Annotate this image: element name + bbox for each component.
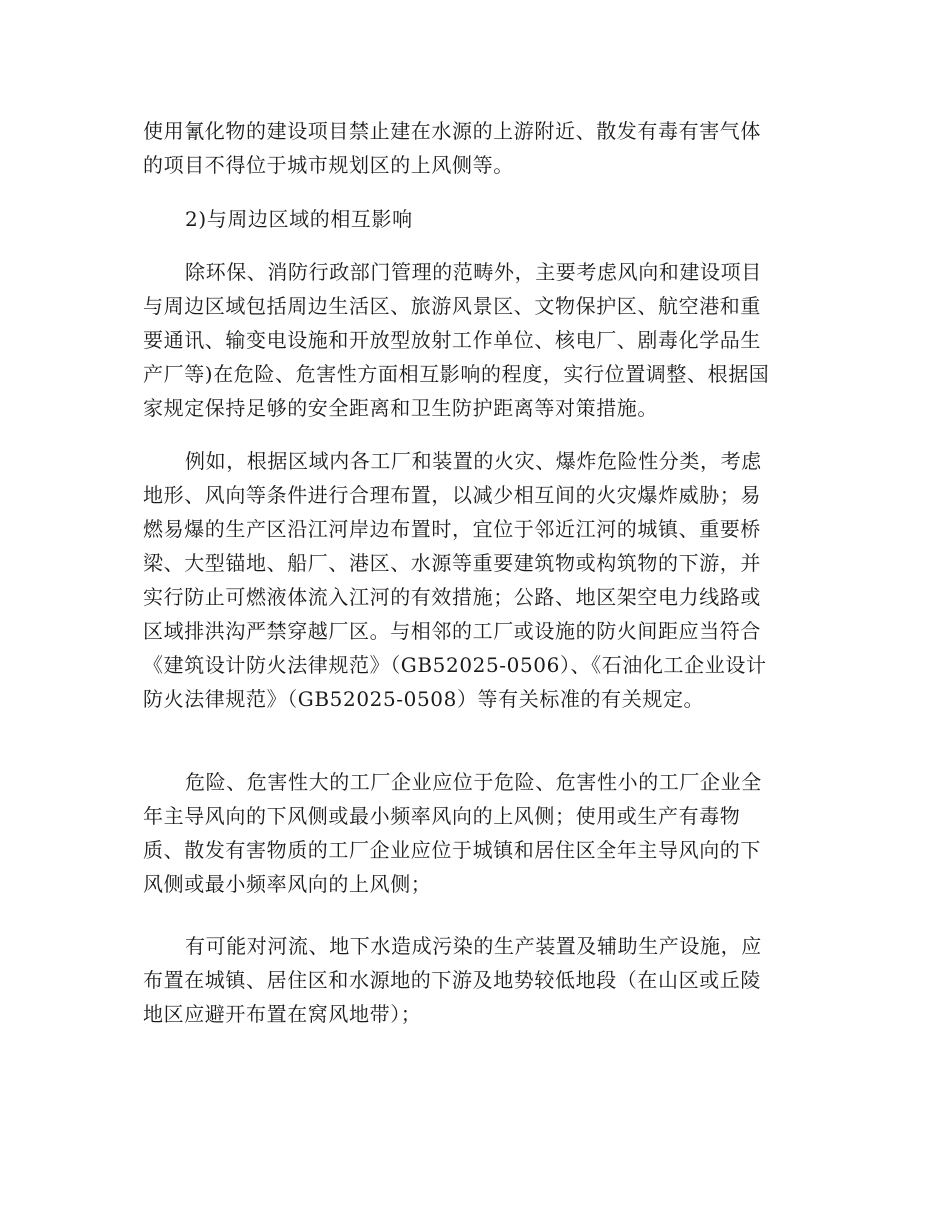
text-line: 地形、风向等条件进行合理布置，以减少相互间的火灾爆炸威胁；易 xyxy=(143,483,761,507)
text-line: 的项目不得位于城市规划区的上风侧等。 xyxy=(143,153,514,177)
text-line: 质、散发有害物质的工厂企业应位于城镇和居住区全年主导风向的下 xyxy=(143,838,761,862)
section-heading: 2)与周边区域的相互影响 xyxy=(185,207,413,231)
text-line: 使用氰化物的建设项目禁止建在水源的上游附近、散发有毒有害气体 xyxy=(143,119,761,143)
text-line: 危险、危害性大的工厂企业应位于危险、危害性小的工厂企业全 xyxy=(185,770,762,794)
text-line: 《建筑设计防火法律规范》（GB52025-0506）、《石油化工企业设计 xyxy=(143,653,767,677)
text-line: 风侧或最小频率风向的上风侧； xyxy=(143,872,432,896)
text-line: 例如，根据区域内各工厂和装置的火灾、爆炸危险性分类，考虑 xyxy=(185,449,762,473)
text-line: 除环保、消防行政部门管理的范畴外，主要考虑风向和建设项目 xyxy=(185,260,762,284)
text-line: 产厂等)在危险、危害性方面相互影响的程度，实行位置调整、根据国 xyxy=(143,362,770,386)
text-line: 要通讯、输变电设施和开放型放射工作单位、核电厂、剧毒化学品生 xyxy=(143,328,761,352)
text-line: 有可能对河流、地下水造成污染的生产装置及辅助生产设施，应 xyxy=(185,934,762,958)
text-line: 家规定保持足够的安全距离和卫生防护距离等对策措施。 xyxy=(143,396,658,420)
text-line: 年主导风向的下风侧或最小频率风向的上风侧；使用或生产有毒物 xyxy=(143,804,741,828)
text-line: 布置在城镇、居住区和水源地的下游及地势较低地段（在山区或丘陵 xyxy=(143,968,761,992)
text-line: 燃易爆的生产区沿江河岸边布置时，宜位于邻近江河的城镇、重要桥 xyxy=(143,517,761,541)
text-line: 梁、大型锚地、船厂、港区、水源等重要建筑物或构筑物的下游，并 xyxy=(143,551,761,575)
text-line: 地区应避开布置在窝风地带）； xyxy=(143,1002,422,1026)
text-line: 实行防止可燃液体流入江河的有效措施；公路、地区架空电力线路或 xyxy=(143,585,761,609)
text-line: 区域排洪沟严禁穿越厂区。与相邻的工厂或设施的防火间距应当符合 xyxy=(143,619,761,643)
text-line: 与周边区域包括周边生活区、旅游风景区、文物保护区、航空港和重 xyxy=(143,294,761,318)
text-line: 防火法律规范》（GB52025-0508）等有关标准的有关规定。 xyxy=(143,687,705,711)
